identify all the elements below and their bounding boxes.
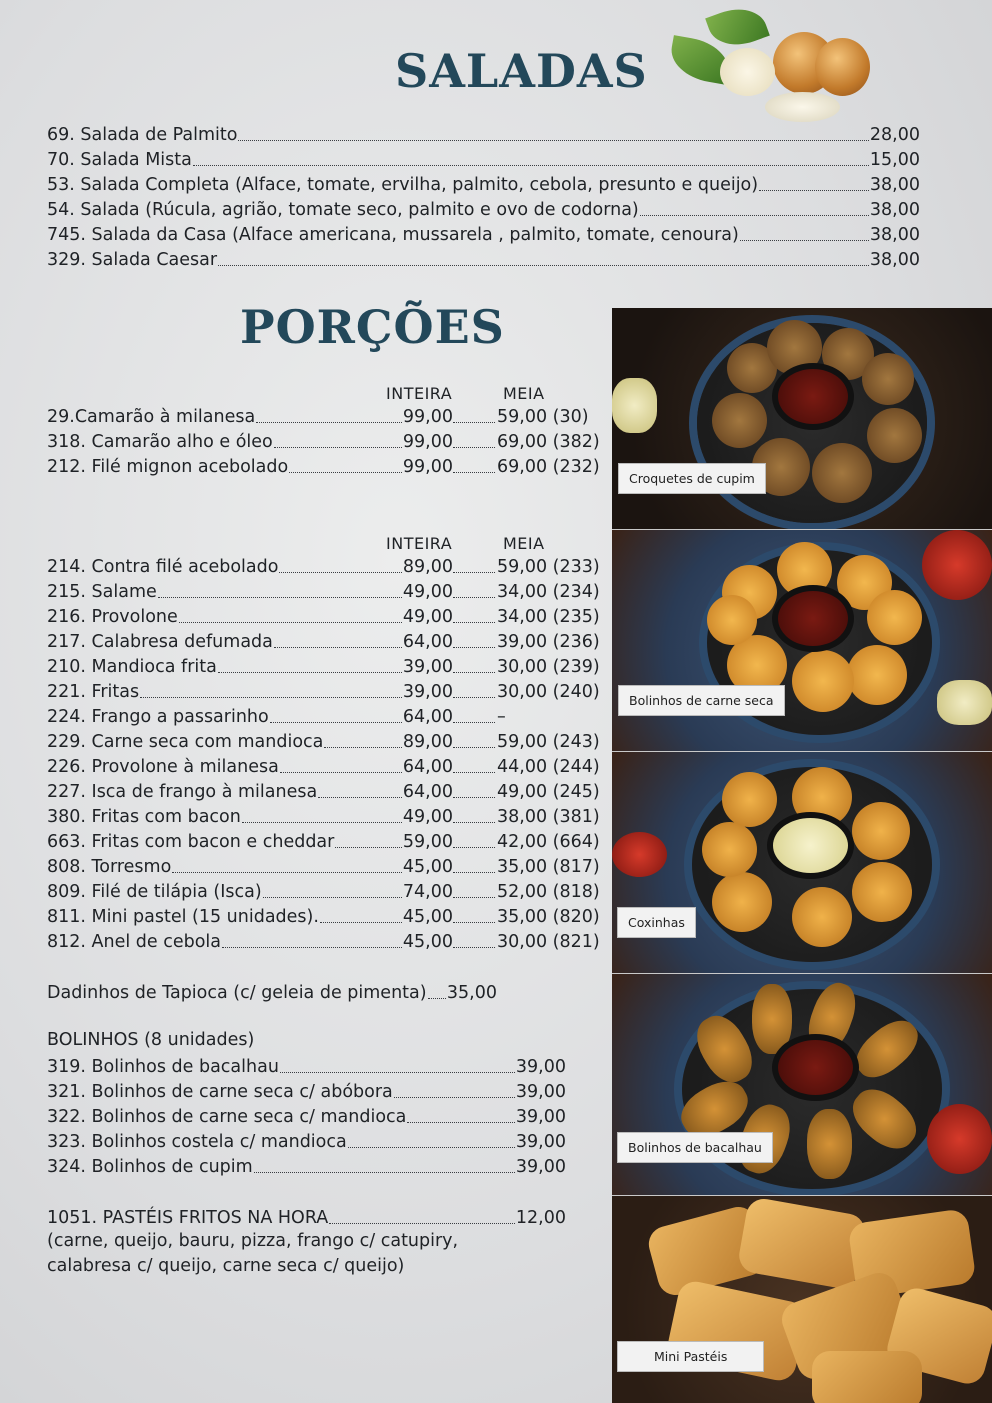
- leader-dots: [274, 447, 402, 448]
- porcao-meia-price: –: [497, 707, 506, 727]
- pasteis-price: 12,00: [515, 1208, 566, 1228]
- leader-dots: [222, 947, 402, 948]
- porcao-meia-price: 30,00 (240): [497, 682, 600, 702]
- leader-dots: [453, 772, 495, 773]
- porcao-name: 663. Fritas com bacon e cheddar: [47, 832, 335, 852]
- salada-name-group: [47, 223, 739, 247]
- porcao-inteira-price: 59,00: [402, 832, 453, 852]
- leader-dots: [254, 1172, 515, 1173]
- bolinho-name: 323. Bolinhos costela c/ mandioca: [47, 1132, 347, 1152]
- porcao-name: 318. Camarão alho e óleo: [47, 432, 273, 452]
- porcao-name: 217. Calabresa defumada: [47, 632, 273, 652]
- tapioca-desc: (c/ geleia de pimenta): [227, 983, 427, 1003]
- salada-name-group: [47, 248, 217, 272]
- porcao-name-group: [47, 805, 241, 829]
- col-inteira-header-2: INTEIRA: [386, 534, 453, 553]
- photo-caption: Bolinhos de carne seca: [618, 685, 785, 716]
- salada-desc: (Alface americana, mussarela , palmito, tomate, cenoura): [226, 225, 739, 245]
- salada-name-group: [47, 123, 237, 147]
- porcao-name: 809. Filé de tilápia: [47, 882, 208, 902]
- leader-dots: [335, 847, 402, 848]
- porcao-inteira-price: 49,00: [402, 607, 453, 627]
- leader-dots: [218, 672, 402, 673]
- porcao-meia-price: 35,00 (817): [497, 857, 600, 877]
- porcao-row: [47, 680, 600, 704]
- porcao-name: 214. Contra filé acebolado: [47, 557, 279, 577]
- porcao-inteira-price: 39,00: [402, 657, 453, 677]
- porcao-inteira-price: 99,00: [402, 432, 453, 452]
- leader-dots: [453, 922, 495, 923]
- porcao-meia-price: 49,00 (245): [497, 782, 600, 802]
- pasteis-desc-line-2: calabresa c/ queijo, carne seca c/ queijo): [47, 1256, 405, 1276]
- leader-dots: [453, 847, 495, 848]
- salada-row: [47, 248, 920, 272]
- porcao-name-group: [47, 780, 317, 804]
- photo-caption: Bolinhos de bacalhau: [617, 1132, 773, 1163]
- leader-dots: [453, 672, 495, 673]
- porcao-name: 224. Frango a passarinho: [47, 707, 269, 727]
- porcao-meia-price: 38,00 (381): [497, 807, 600, 827]
- porcao-inteira-price: 39,00: [402, 682, 453, 702]
- porcao-name-group: [47, 680, 139, 704]
- porcao-name-group: [47, 880, 262, 904]
- porcao-desc: (15 unidades).: [186, 907, 319, 927]
- porcao-inteira-price: 45,00: [402, 857, 453, 877]
- porcao-name-group: [47, 755, 279, 779]
- salada-row: [47, 173, 920, 197]
- salada-name: 53. Salada Completa: [47, 175, 230, 195]
- photo-bolinhos-de-carne-seca: [612, 530, 992, 753]
- porcao-name-group: [47, 580, 157, 604]
- bolinho-price: 39,00: [515, 1157, 566, 1177]
- porcao-name: 380. Fritas com bacon: [47, 807, 241, 827]
- leader-dots: [740, 240, 869, 241]
- salada-name: 70. Salada Mista: [47, 150, 192, 170]
- bolinho-price: 39,00: [515, 1107, 566, 1127]
- porcao-name-group: [47, 605, 178, 629]
- leader-dots: [324, 747, 401, 748]
- porcoes-title: PORÇÕES: [240, 300, 505, 354]
- leader-dots: [279, 572, 401, 573]
- bolinho-row: [47, 1105, 566, 1129]
- leader-dots: [453, 647, 495, 648]
- leader-dots: [218, 265, 869, 266]
- bolinho-name: 322. Bolinhos de carne seca c/ mandioca: [47, 1107, 407, 1127]
- leader-dots: [280, 772, 402, 773]
- salada-name-group: [47, 198, 639, 222]
- leader-dots: [329, 1223, 515, 1224]
- porcao-name: 227. Isca de frango à milanesa: [47, 782, 318, 802]
- porcao-name: 29.Camarão à milanesa: [47, 407, 256, 427]
- leader-dots: [348, 1147, 515, 1148]
- salada-name: 69. Salada de Palmito: [47, 125, 238, 145]
- porcao-name: 210. Mandioca frita: [47, 657, 217, 677]
- porcao-name-group: [47, 705, 269, 729]
- porcao-row: [47, 780, 600, 804]
- porcao-name: 221. Fritas: [47, 682, 140, 702]
- porcao-name-group: [47, 630, 273, 654]
- leader-dots: [256, 422, 402, 423]
- photo-mini-pasteis: [612, 1196, 992, 1403]
- porcao-row: [47, 630, 600, 654]
- porcao-name: 812. Anel de cebola: [47, 932, 222, 952]
- leader-dots: [453, 572, 495, 573]
- porcao-inteira-price: 64,00: [402, 632, 453, 652]
- bolinho-name: 321. Bolinhos de carne seca c/ abóbora: [47, 1082, 393, 1102]
- porcao-row: [47, 930, 600, 954]
- porcao-name: 216. Provolone: [47, 607, 178, 627]
- leader-dots: [320, 922, 402, 923]
- bolinho-row: [47, 1080, 566, 1104]
- leader-dots: [453, 597, 495, 598]
- porcao-inteira-price: 99,00: [402, 457, 453, 477]
- leader-dots: [289, 472, 402, 473]
- porcao-meia-price: 30,00 (821): [497, 932, 600, 952]
- photo-croquetes-de-cupim: [612, 308, 992, 531]
- porcao-meia-price: 59,00 (233): [497, 557, 600, 577]
- bolinhos-heading-text: BOLINHOS: [47, 1030, 139, 1050]
- porcao-name: 212. Filé mignon acebolado: [47, 457, 289, 477]
- porcao-row: [47, 830, 600, 854]
- leader-dots: [453, 872, 495, 873]
- leader-dots: [193, 165, 869, 166]
- salada-price: 38,00: [869, 175, 920, 195]
- porcao-row: [47, 605, 600, 629]
- salada-price: 38,00: [869, 250, 920, 270]
- porcao-desc: (Isca): [207, 882, 262, 902]
- porcao-inteira-price: 45,00: [402, 932, 453, 952]
- bolinhos-heading: [47, 1030, 254, 1050]
- porcao-inteira-price: 45,00: [402, 907, 453, 927]
- porcao-inteira-price: 49,00: [402, 807, 453, 827]
- leader-dots: [238, 140, 868, 141]
- porcao-row: [47, 430, 600, 454]
- leader-dots: [179, 622, 402, 623]
- porcao-row: [47, 580, 600, 604]
- photo-strip: [612, 308, 992, 1403]
- salada-row: [47, 223, 920, 247]
- tapioca-name: Dadinhos de Tapioca: [47, 983, 228, 1003]
- porcao-row: [47, 880, 600, 904]
- porcao-inteira-price: 64,00: [402, 707, 453, 727]
- leader-dots: [640, 215, 869, 216]
- salada-price: 38,00: [869, 200, 920, 220]
- porcao-name: 811. Mini pastel: [47, 907, 187, 927]
- salada-name: 329. Salada Caesar: [47, 250, 218, 270]
- onion-decoration: [665, 0, 885, 135]
- salada-name: 54. Salada: [47, 200, 140, 220]
- porcao-row: [47, 555, 600, 579]
- leader-dots: [274, 647, 402, 648]
- salada-price: 28,00: [869, 125, 920, 145]
- porcao-inteira-price: 89,00: [402, 732, 453, 752]
- leader-dots: [263, 897, 402, 898]
- pasteis-row: [47, 1206, 566, 1230]
- bolinho-price: 39,00: [515, 1057, 566, 1077]
- porcao-name-group: [47, 655, 217, 679]
- porcao-name: 229. Carne seca com mandioca: [47, 732, 324, 752]
- leader-dots: [759, 190, 869, 191]
- porcao-name-group: [47, 430, 273, 454]
- porcao-name-group: [47, 905, 319, 929]
- porcao-inteira-price: 64,00: [402, 757, 453, 777]
- porcao-meia-price: 59,00 (243): [497, 732, 600, 752]
- porcao-name: 808. Torresmo: [47, 857, 172, 877]
- bolinhos-sub: (8 unidades): [138, 1030, 255, 1050]
- salada-desc: (Rúcula, agrião, tomate seco, palmito e ovo de codorna): [139, 200, 639, 220]
- bolinho-row: [47, 1055, 566, 1079]
- salada-row: [47, 198, 920, 222]
- photo-caption: Coxinhas: [617, 907, 696, 938]
- porcao-meia-price: 69,00 (232): [497, 457, 600, 477]
- porcao-meia-price: 59,00 (30): [497, 407, 589, 427]
- salada-name-group: [47, 148, 192, 172]
- leader-dots: [453, 472, 495, 473]
- col-inteira-header: INTEIRA: [386, 384, 453, 403]
- porcao-inteira-price: 99,00: [402, 407, 453, 427]
- leader-dots: [453, 747, 495, 748]
- porcao-row: [47, 905, 600, 929]
- porcao-meia-price: 30,00 (239): [497, 657, 600, 677]
- porcao-meia-price: 39,00 (236): [497, 632, 600, 652]
- pasteis-name: 1051. PASTÉIS FRITOS NA HORA: [47, 1208, 329, 1228]
- porcao-meia-price: 44,00 (244): [497, 757, 600, 777]
- leader-dots: [394, 1097, 515, 1098]
- porcao-meia-price: 34,00 (234): [497, 582, 600, 602]
- tapioca-row: [47, 981, 497, 1005]
- leader-dots: [453, 797, 495, 798]
- porcao-row: [47, 455, 600, 479]
- porcao-name-group: [47, 830, 334, 854]
- porcao-row: [47, 705, 593, 729]
- porcao-meia-price: 35,00 (820): [497, 907, 600, 927]
- salada-name: 745. Salada da Casa: [47, 225, 227, 245]
- salada-price: 15,00: [869, 150, 920, 170]
- leader-dots: [453, 947, 495, 948]
- leader-dots: [172, 872, 402, 873]
- porcao-row: [47, 855, 600, 879]
- bolinho-row: [47, 1155, 566, 1179]
- porcao-inteira-price: 49,00: [402, 582, 453, 602]
- porcao-row: [47, 655, 600, 679]
- photo-bolinhos-de-bacalhau: [612, 974, 992, 1197]
- leader-dots: [318, 797, 402, 798]
- porcao-name-group: [47, 405, 255, 429]
- salada-row: [47, 123, 920, 147]
- bolinho-name: 319. Bolinhos de bacalhau: [47, 1057, 279, 1077]
- leader-dots: [428, 998, 446, 999]
- porcao-row: [47, 755, 600, 779]
- porcao-name-group: [47, 930, 221, 954]
- leader-dots: [453, 897, 495, 898]
- porcao-meia-price: 69,00 (382): [497, 432, 600, 452]
- porcao-meia-price: 42,00 (664): [497, 832, 600, 852]
- porcao-meia-price: 52,00 (818): [497, 882, 600, 902]
- photo-coxinhas: [612, 752, 992, 975]
- porcao-meia-price: 34,00 (235): [497, 607, 600, 627]
- porcao-name: 226. Provolone à milanesa: [47, 757, 279, 777]
- leader-dots: [407, 1122, 515, 1123]
- col-meia-header-2: MEIA: [503, 534, 545, 553]
- porcao-name-group: [47, 855, 171, 879]
- leader-dots: [453, 422, 495, 423]
- leader-dots: [453, 697, 495, 698]
- leader-dots: [453, 447, 495, 448]
- leader-dots: [280, 1072, 515, 1073]
- salada-row: [47, 148, 920, 172]
- bolinho-row: [47, 1130, 566, 1154]
- bolinho-price: 39,00: [515, 1132, 566, 1152]
- leader-dots: [270, 722, 402, 723]
- col-meia-header: MEIA: [503, 384, 545, 403]
- salada-price: 38,00: [869, 225, 920, 245]
- porcao-row: [47, 730, 600, 754]
- bolinho-price: 39,00: [515, 1082, 566, 1102]
- porcao-name: 215. Salame: [47, 582, 157, 602]
- porcao-inteira-price: 74,00: [402, 882, 453, 902]
- porcao-name-group: [47, 555, 278, 579]
- leader-dots: [453, 622, 495, 623]
- porcao-name-group: [47, 455, 288, 479]
- leader-dots: [158, 597, 402, 598]
- photo-caption: Croquetes de cupim: [618, 463, 766, 494]
- porcao-inteira-price: 89,00: [402, 557, 453, 577]
- photo-caption: Mini Pastéis: [617, 1341, 764, 1372]
- salada-desc: (Alface, tomate, ervilha, palmito, cebola, presunto e queijo): [229, 175, 759, 195]
- tapioca-price: 35,00: [446, 983, 497, 1003]
- porcao-inteira-price: 64,00: [402, 782, 453, 802]
- saladas-title: SALADAS: [395, 44, 648, 98]
- bolinho-name: 324. Bolinhos de cupim: [47, 1157, 253, 1177]
- porcao-row: [47, 805, 600, 829]
- leader-dots: [453, 722, 495, 723]
- porcao-row: [47, 405, 593, 429]
- pasteis-desc-line-1: (carne, queijo, bauru, pizza, frango c/ catupiry,: [47, 1231, 459, 1251]
- leader-dots: [453, 822, 495, 823]
- leader-dots: [242, 822, 402, 823]
- salada-name-group: [47, 173, 758, 197]
- porcao-name-group: [47, 730, 323, 754]
- leader-dots: [140, 697, 402, 698]
